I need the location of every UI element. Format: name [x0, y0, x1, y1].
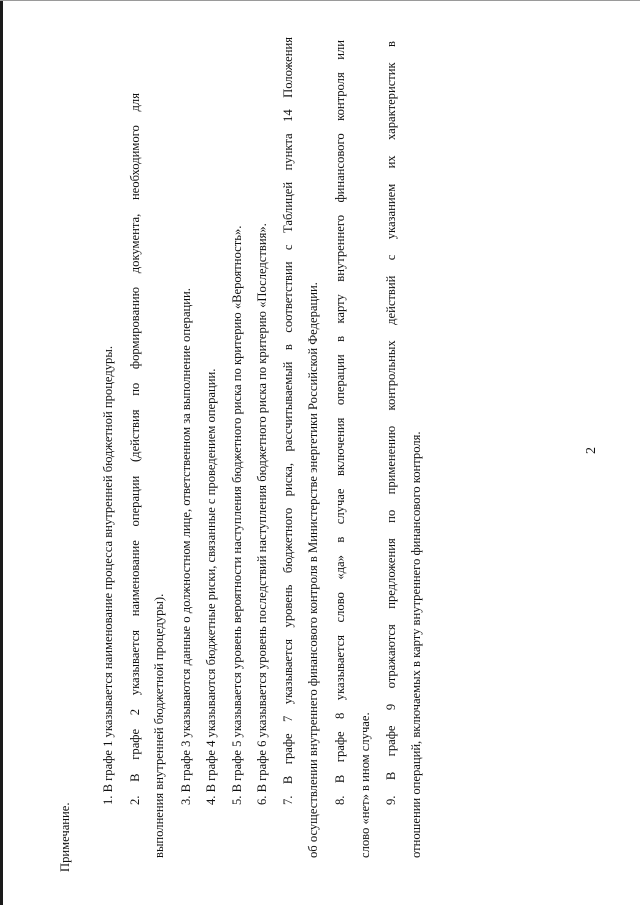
note-item-6: 6. В графе 6 указывается уровень последствий наступления бюджетного риска по критерию «Последствия».: [255, 223, 269, 805]
page-number: 2: [584, 447, 599, 454]
note-item-9: 9. В графе 9 отражаются предложения по применению контрольных действий с указанием их характеристик в: [384, 41, 398, 805]
note-item-2-continuation: выполнения внутренней бюджетной процедуры).: [152, 593, 166, 858]
note-item-7: 7. В графе 7 указывается уровень бюджетного риска, рассчитываемый в соответствии с Таблицей пункта 14 Положения: [281, 37, 295, 805]
note-item-3: 3. В графе 3 указываются данные о должностном лице, ответственном за выполнение операции.: [179, 288, 193, 805]
note-item-9-continuation: отношении операций, включаемых в карту внутреннего финансового контроля.: [409, 431, 423, 858]
note-item-2: 2. В графе 2 указывается наименование операции (действия по формированию документа, необходимого для: [128, 93, 142, 805]
note-item-4: 4. В графе 4 указываются бюджетные риски, связанные с проведением операции.: [204, 368, 218, 805]
note-item-7-continuation: об осуществлении внутреннего финансового контроля в Министерстве энергетики Российской Федерации.: [306, 282, 320, 858]
note-item-5: 5. В графе 5 указывается уровень вероятности наступления бюджетного риска по критерию «Вероятность».: [230, 225, 244, 805]
note-item-1: 1. В графе 1 указывается наименование процесса внутренней бюджетной процедуры.: [101, 346, 115, 805]
note-item-8-continuation: слово «нет» в ином случае.: [358, 712, 372, 858]
note-item-8: 8. В графе 8 указывается слово «да» в случае включения операции в карту внутреннего финансового контроля или: [333, 40, 347, 805]
note-heading: Примечание.: [58, 802, 72, 872]
